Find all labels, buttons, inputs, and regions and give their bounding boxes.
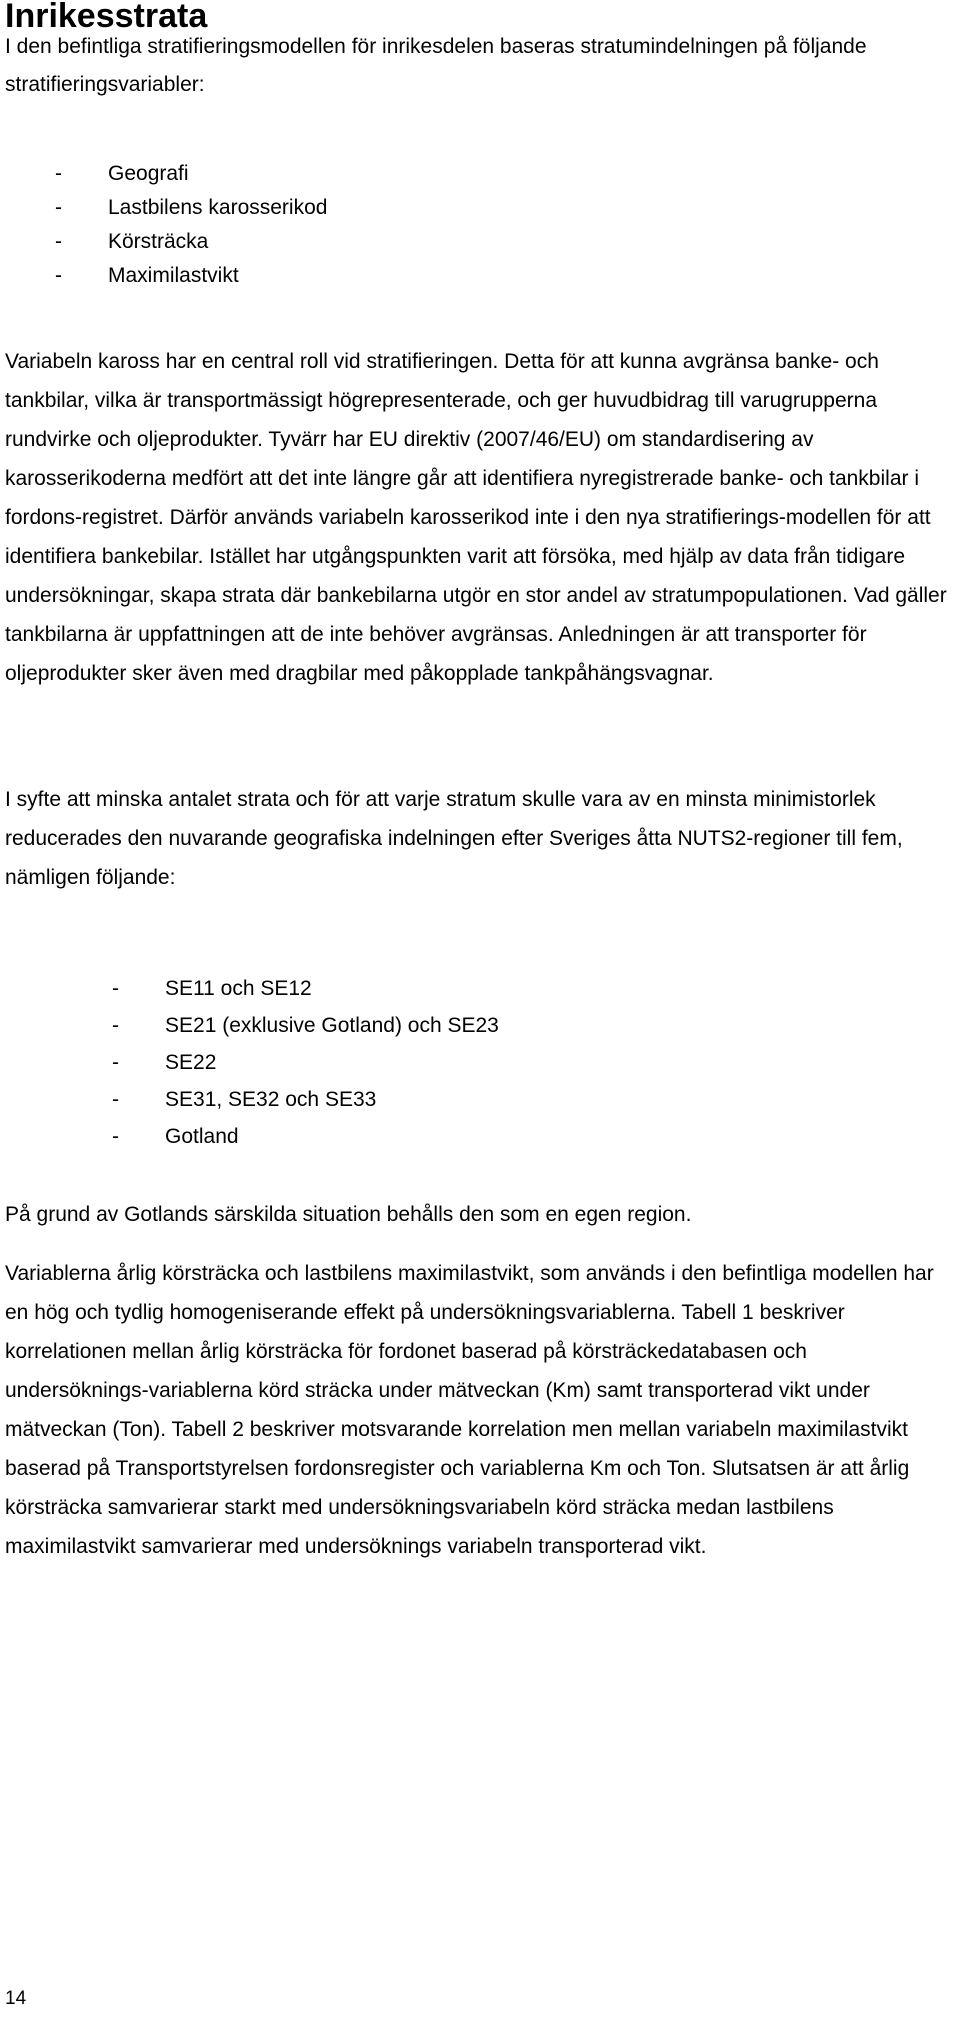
geography-paragraph: I syfte att minska antalet strata och för att varje stratum skulle vara av en minsta minimistorlek reducerades den nuvarande geografiska indelningen efter Sveriges åtta NUTS2-regioner till fem, nämligen följande: (5, 788, 903, 889)
list-item-text: SE22 (165, 1051, 217, 1074)
dash-bullet: - (112, 977, 119, 1000)
dash-bullet: - (112, 1088, 119, 1111)
list-item-text: SE11 och SE12 (165, 977, 312, 1000)
list-item-text: Gotland (165, 1125, 239, 1148)
karosserikod-paragraph: Variabeln kaross har en central roll vid stratifieringen. Detta för att kunna avgränsa banke- och tankbilar, vilka är transportmässigt högrepresenterade, och ger huvudbidrag till varugrupperna rundvirke och oljeprodukter. Tyvärr har EU direktiv (2007/46/EU) om standardisering av karosserikoderna medfört att det inte längre går att identifiera nyregistrerade banke- och tankbilar i fordons-registret. Därför används variabeln karosserikod inte i den nya stratifierings-modellen för att identifiera bankebilar. Istället har utgångspunkten varit att försöka, med hjälp av data från tidigare undersökningar, skapa strata där bankebilarna utgör en stor andel av stratumpopulationen. Vad gäller tankbilarna är uppfattningen att de inte behöver avgränsas. Anledningen är att transporter för oljeprodukter sker även med dragbilar med påkopplade tankpåhängsvagnar. (5, 350, 947, 685)
gotland-paragraph: På grund av Gotlands särskilda situation behålls den som en egen region. (5, 1203, 692, 1226)
dash-bullet: - (112, 1125, 119, 1148)
list-item-text: Körsträcka (108, 230, 209, 253)
dash-bullet: - (55, 264, 62, 287)
intro-paragraph: I den befintliga stratifieringsmodellen för inrikesdelen baseras stratumindelningen på följande stratifieringsvariabler: (5, 35, 867, 96)
list-item-text: Geografi (108, 162, 189, 185)
variables-paragraph: Variablerna årlig körsträcka och lastbilens maximilastvikt, som används i den befintliga modellen har en hög och tydlig homogeniserande effekt på undersökningsvariablerna. Tabell 1 beskriver korrelationen mellan årlig körsträcka för fordonet baserad på körsträckedatabasen och undersöknings-variablerna körd sträcka under mätveckan (Km) samt transporterad vikt under mätveckan (Ton). Tabell 2 beskriver motsvarande korrelation men mellan variabeln maximilastvikt baserad på Transportstyrelsen fordonsregister och variablerna Km och Ton. Slutsatsen är att årlig körsträcka samvarierar starkt med undersökningsvariabeln körd sträcka medan lastbilens maximilastvikt samvarierar med undersöknings variabeln transporterad vikt. (5, 1262, 934, 1558)
list-item-text: Lastbilens karosserikod (108, 196, 328, 219)
list-item-text: Maximilastvikt (108, 264, 239, 287)
dash-bullet: - (112, 1014, 119, 1037)
dash-bullet: - (112, 1051, 119, 1074)
list-item-text: SE21 (exklusive Gotland) och SE23 (165, 1014, 499, 1037)
list-item-text: SE31, SE32 och SE33 (165, 1088, 377, 1111)
dash-bullet: - (55, 162, 62, 185)
page-number: 14 (5, 1988, 27, 2009)
section-heading: Inrikesstrata (5, 0, 208, 35)
dash-bullet: - (55, 230, 62, 253)
dash-bullet: - (55, 196, 62, 219)
